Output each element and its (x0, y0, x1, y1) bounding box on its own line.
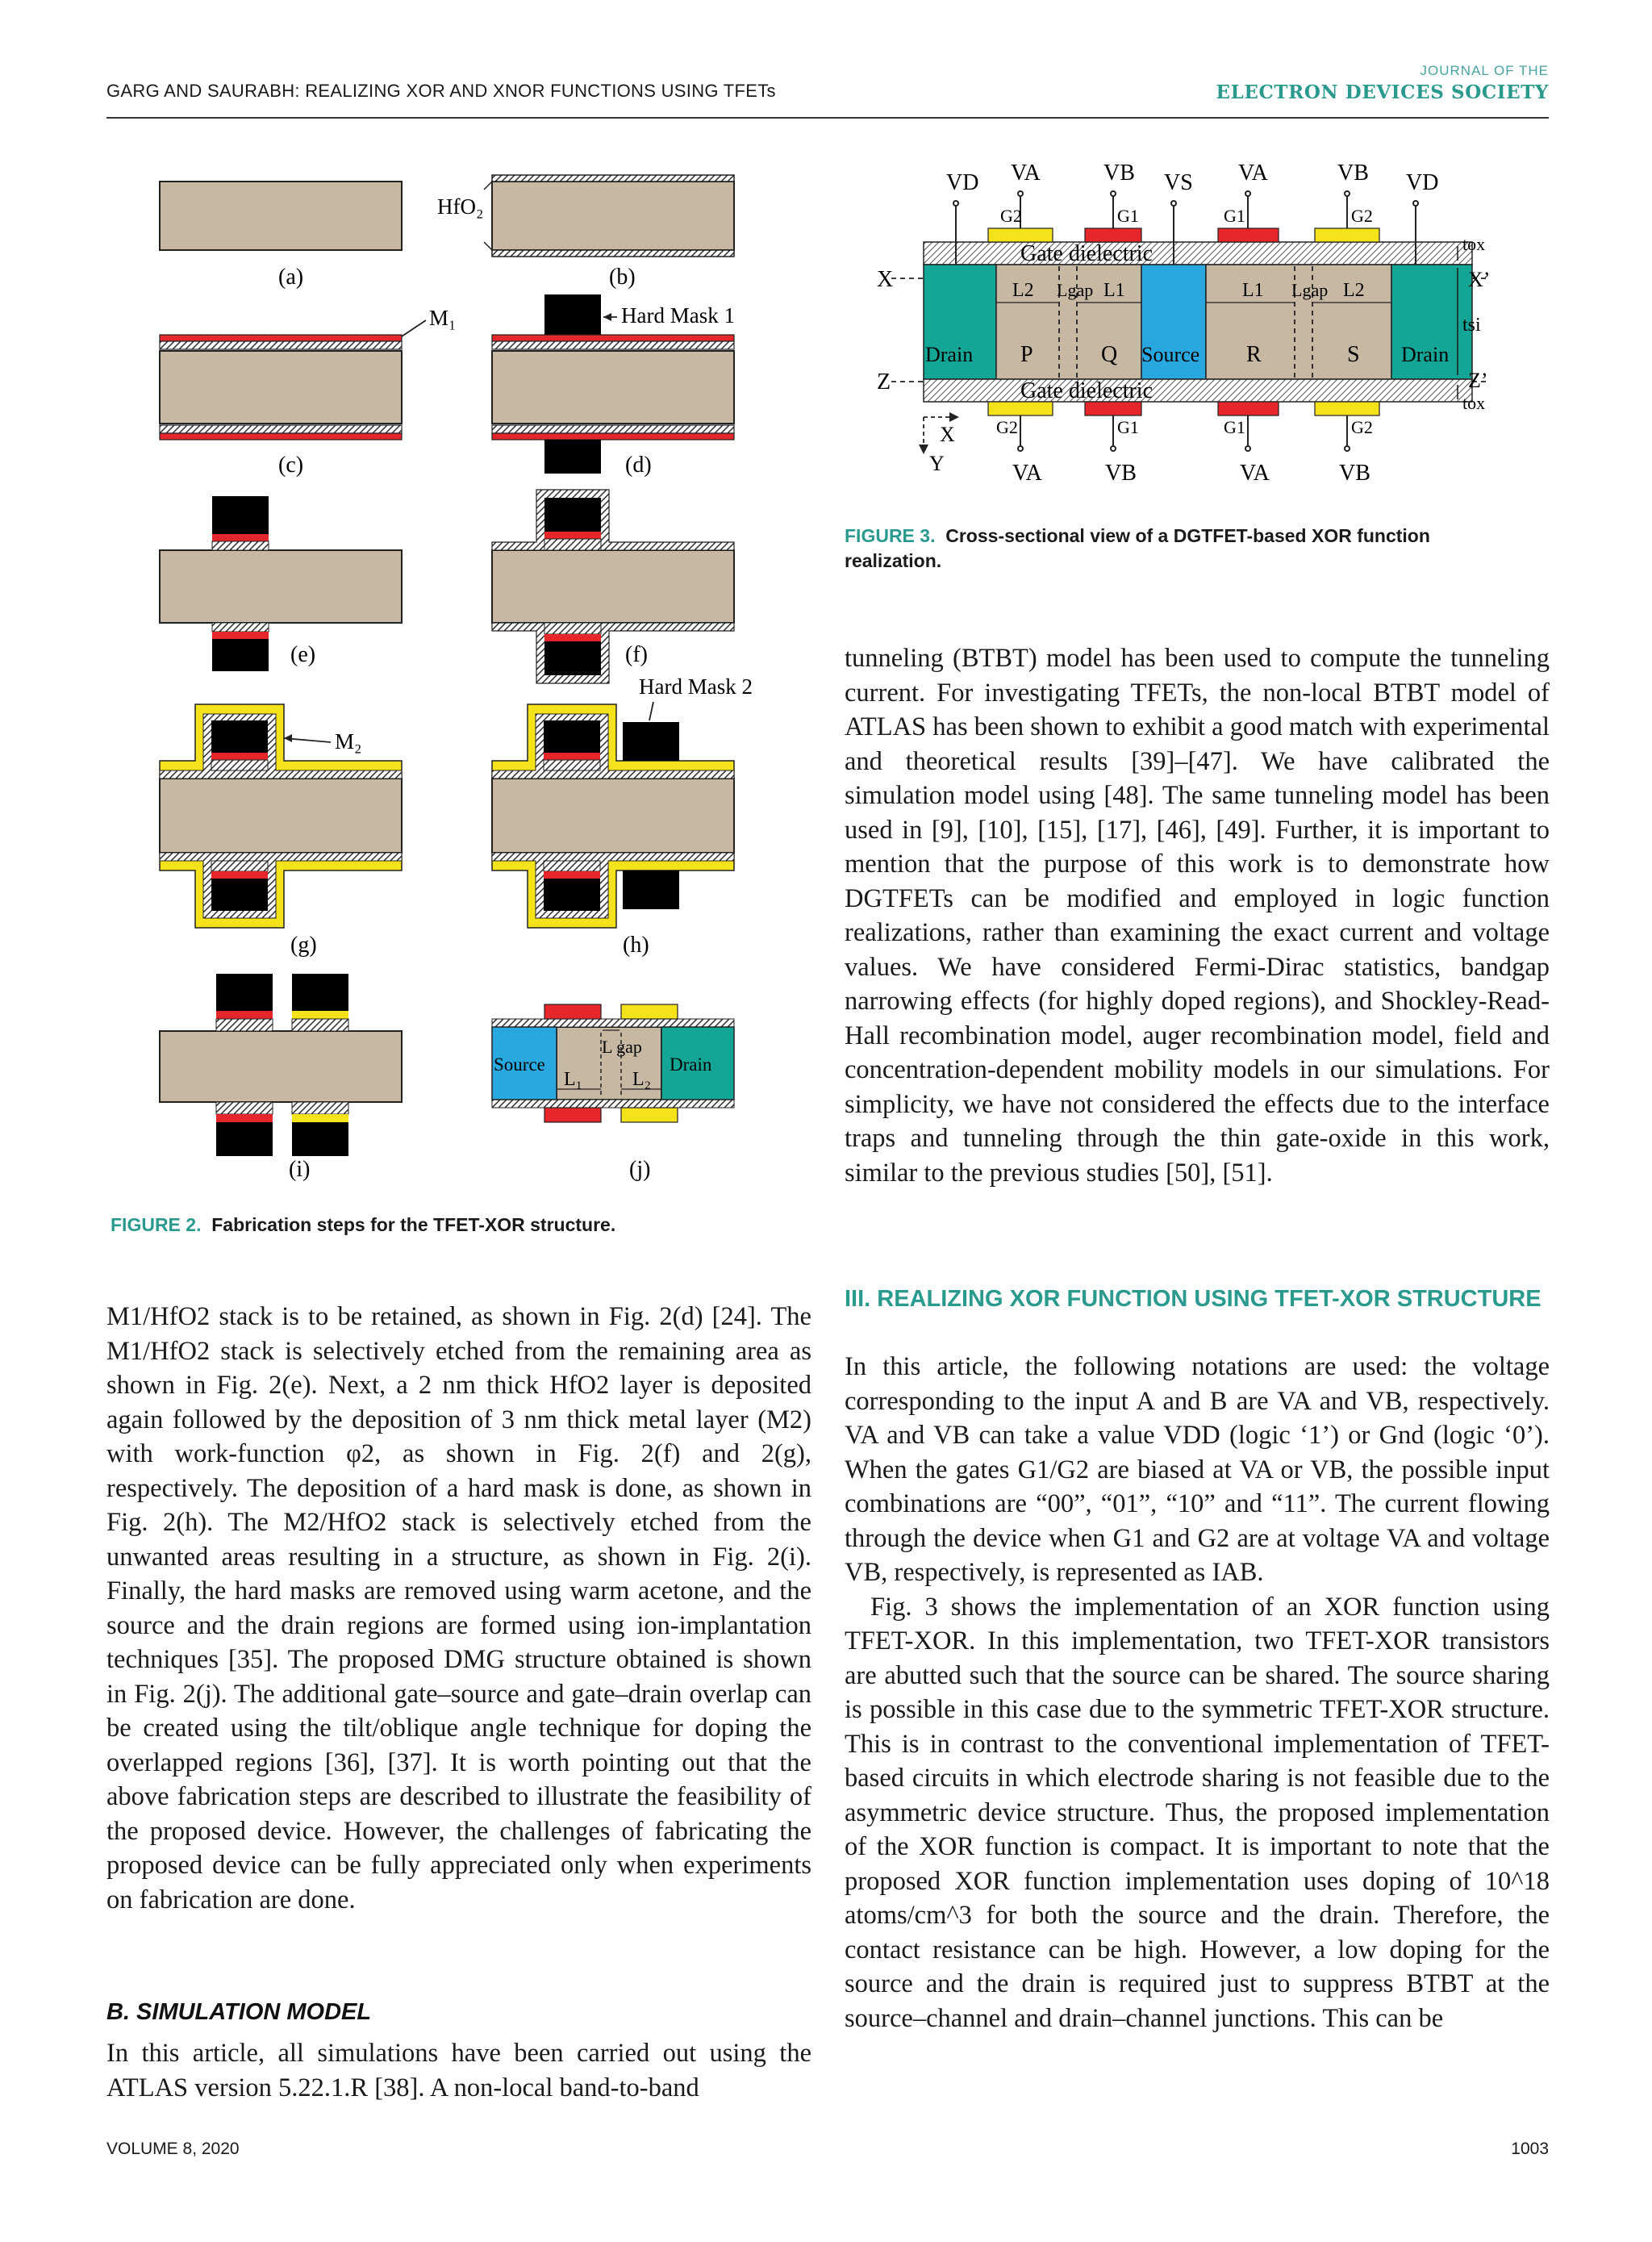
fig3-top-gate-3: G1 (1224, 206, 1245, 226)
fig3-dir-y: Y (929, 452, 945, 475)
fig2-lgap-label: L gap (602, 1037, 642, 1057)
fig3-top-gate-2: G1 (1117, 206, 1139, 226)
fig3-top-voltage-vs: VS (1164, 170, 1193, 195)
figure-3-caption-text: Cross-sectional view of a DGTFET-based XOR function realization. (845, 525, 1430, 571)
substrate (492, 182, 734, 250)
paragraph: In this article, the following notations are used: the voltage corresponding to the input A and B are VA and VB, respectively. VA and VB can take a value VDD (logic ‘1’) or Gnd (logic ‘0’). When the gates G1/G2 are biased at VA or VB, the possible input combinations are “00”, “01”, “10” and “11”. The current flowing through the device when G1 and G2 are at voltage VA and voltage VB, respectively, is represented as IAB. (845, 1352, 1550, 1587)
figure-3-caption (845, 524, 1514, 574)
fig2-source-label: Source (494, 1054, 545, 1075)
subsection-heading: B. SIMULATION MODEL (106, 1999, 372, 2025)
substrate (160, 550, 402, 623)
figure-3-cross-section (875, 157, 1504, 504)
figure-2-caption-text: Fabrication steps for the TFET-XOR structure. (211, 1214, 616, 1235)
fig3-axis-z-prime: Z’ (1468, 369, 1488, 392)
footer-page-number: 1003 (1511, 2140, 1549, 2158)
fig3-length-l2-right: L2 (1343, 280, 1365, 301)
fig3-gate-dielectric-top: Gate dielectric (1020, 241, 1153, 266)
fig3-gate-dielectric-bottom: Gate dielectric (1020, 378, 1153, 403)
fig3-region-source: Source (1141, 343, 1200, 366)
substrate (492, 550, 734, 623)
fig3-top-voltage-vb-2: VB (1337, 161, 1369, 186)
running-header: GARG AND SAURABH: REALIZING XOR AND XNOR FUNCTIONS USING TFETs (106, 81, 776, 101)
fig3-axis-x: X (877, 267, 894, 292)
hfo2-layer (492, 250, 734, 257)
fig3-bottom-voltage-vb-2: VB (1339, 461, 1370, 486)
panel-label-d: (d) (625, 453, 652, 478)
paragraph: Fig. 3 shows the implementation of an XOR function using TFET-XOR. In this implementation, two TFET-XOR transistors are abutted such that the source can be shared. The source sharing is possible in this case due to the symmetric TFET-XOR structure. This is in contrast to the conventional implementation of TFET-based circuits in which electrode sharing is not feasible due to the asymmetric device structure. Thus, the proposed implementation of the XOR function is compact. It is important to note that the proposed XOR function implementation uses doping of 10^18 atoms/cm^3 for both the source and the drain. Therefore, the contact resistance can be high. However, a low doping for the source and the drain is required just to suppress BTBT at the source–channel and drain–channel junctions. This can be (845, 1592, 1550, 2033)
fig3-bottom-gate-3: G1 (1224, 417, 1245, 437)
fig3-bottom-voltage-va-1: VA (1012, 461, 1042, 486)
fig3-bottom-gate-1: G2 (996, 417, 1018, 437)
fig2-m2-label: M₂ (335, 729, 362, 754)
fig3-dir-x: X (940, 423, 955, 446)
fig3-top-gate-4: G2 (1351, 206, 1373, 226)
fig3-length-lgap-right: Lgap (1291, 280, 1329, 300)
fig3-region-q: Q (1101, 342, 1118, 367)
fig3-top-voltage-vb-1: VB (1103, 161, 1135, 186)
fig3-length-lgap-left: Lgap (1057, 280, 1094, 300)
fig3-bottom-voltage-va-2: VA (1240, 461, 1270, 486)
panel-label-i: (i) (289, 1157, 311, 1182)
fig2-hfo2-label: HfO₂ (437, 194, 484, 219)
panel-label-b: (b) (609, 265, 636, 290)
substrate (160, 779, 402, 853)
right-column-upper (845, 641, 1550, 1190)
substrate (160, 182, 402, 250)
paragraph: In this article, all simulations have been carried out using the ATLAS version 5.22.1.R [38]. A non-local band-to-band (106, 2039, 811, 2102)
fig3-top-voltage-va-2: VA (1238, 161, 1268, 186)
right-column-lower (845, 1350, 1550, 2035)
fig3-tox-top: tox (1462, 234, 1486, 254)
fig3-region-r: R (1246, 342, 1262, 367)
left-column-lower (106, 2036, 811, 2105)
hfo2-layer (492, 175, 734, 182)
substrate (160, 351, 402, 424)
figure-3-caption-label: FIGURE 3. (845, 525, 936, 546)
fig3-bottom-gate-4: G2 (1351, 417, 1373, 437)
figure-2-caption (111, 1213, 615, 1238)
panel-label-c: (c) (278, 453, 304, 478)
fig2-hard-mask-1-label: Hard Mask 1 (621, 303, 735, 328)
panel-label-j: (j) (629, 1157, 651, 1182)
substrate (492, 351, 734, 424)
fig3-bottom-gate-2: G1 (1117, 417, 1139, 437)
substrate (492, 779, 734, 853)
fig3-top-voltage-vd-right: VD (1406, 170, 1439, 195)
figure-2-caption-label: FIGURE 2. (111, 1214, 202, 1235)
fig3-region-drain-left: Drain (925, 343, 974, 366)
left-column-upper (106, 1300, 811, 1917)
fig3-axis-x-prime: X’ (1468, 268, 1491, 291)
fig3-top-voltage-va-1: VA (1011, 161, 1041, 186)
panel-label-f: (f) (625, 642, 648, 667)
header-rule (106, 117, 1549, 119)
fig3-top-gate-1: G2 (1000, 206, 1022, 226)
fig3-length-l2-left: L2 (1012, 280, 1034, 301)
panel-label-a: (a) (278, 265, 304, 290)
journal-name-small: JOURNAL OF THE (1420, 63, 1549, 78)
panel-label-e: (e) (290, 642, 316, 667)
fig2-l2-label: L₂ (632, 1069, 652, 1090)
figure-2-fabrication-steps (145, 157, 774, 1198)
journal-name: ELECTRON DEVICES SOCIETY (1216, 81, 1549, 103)
fig2-drain-label: Drain (670, 1054, 712, 1075)
panel-label-g: (g) (290, 933, 317, 958)
fig3-top-voltage-vd-left: VD (946, 170, 979, 195)
fig3-region-p: P (1020, 342, 1033, 367)
panel-label-h: (h) (623, 933, 649, 958)
fig3-tsi: tsi (1462, 315, 1481, 336)
fig3-bottom-voltage-vb-1: VB (1105, 461, 1137, 486)
fig2-hard-mask-2-label: Hard Mask 2 (639, 674, 753, 699)
paragraph: M1/HfO2 stack is to be retained, as shown in Fig. 2(d) [24]. The M1/HfO2 stack is selectively etched from the remaining area as shown in Fig. 2(e). Next, a 2 nm thick HfO2 layer is deposited again followed by the deposition of 3 nm thick metal layer (M2) with work-function φ2, as shown in Fig. 2(f) and 2(g), respectively. The deposition of a hard mask is done, as shown in Fig. 2(h). The M2/HfO2 stack is selectively etched from the unwanted areas resulting in a structure, as shown in Fig. 2(i). Finally, the hard masks are removed using warm acetone, and the source and the drain regions are formed using ion-implantation techniques [35]. The proposed DMG structure obtained is shown in Fig. 2(j). The additional gate–source and gate–drain overlap can be created using the tilt/oblique angle technique for doping the overlapped regions [36], [37]. It is worth pointing out that the above fabrication steps are described to illustrate the feasibility of the proposed device. However, the challenges of fabricating the proposed device can be fully appreciated only when experiments on fabrication are done. (106, 1302, 811, 1914)
fig3-region-s: S (1347, 342, 1360, 367)
fig3-axis-z: Z (877, 369, 891, 395)
fig3-tox-bottom: tox (1462, 393, 1486, 413)
fig3-region-drain-right: Drain (1401, 343, 1450, 366)
fig2-l1-label: L₁ (564, 1069, 583, 1090)
substrate (160, 1031, 402, 1102)
fig2-m1-label: M₁ (429, 306, 457, 330)
paragraph: tunneling (BTBT) model has been used to compute the tunneling current. For investigating TFETs, the non-local BTBT model of ATLAS has been shown to exhibit a good match with experimental and theoretical results [39]–[47]. We have calibrated the simulation model using [48]. The same tunneling model has been used in [9], [10], [15], [17], [46], [49]. Further, it is important to mention that the purpose of this work is to demonstrate how DGTFETs can be modified and employed in logic function realizations, rather than examining the exact current and voltage values. We have considered Fermi-Dirac statistics, bandgap narrowing effects (for highly doped regions), and Shockley-Read-Hall recombination model, auger recombination model, field and concentration-dependent mobility models in our simulations. For simplicity, we have not considered the effects due to the interface traps and tunneling through the thin gate-oxide in this work, similar to the previous studies [50], [51]. (845, 644, 1550, 1188)
fig3-length-l1-right: L1 (1242, 280, 1264, 301)
fig3-length-l1-left: L1 (1103, 280, 1125, 301)
footer-volume: VOLUME 8, 2020 (106, 2140, 240, 2158)
section-heading: III. REALIZING XOR FUNCTION USING TFET-XOR STRUCTURE (845, 1286, 1541, 1312)
